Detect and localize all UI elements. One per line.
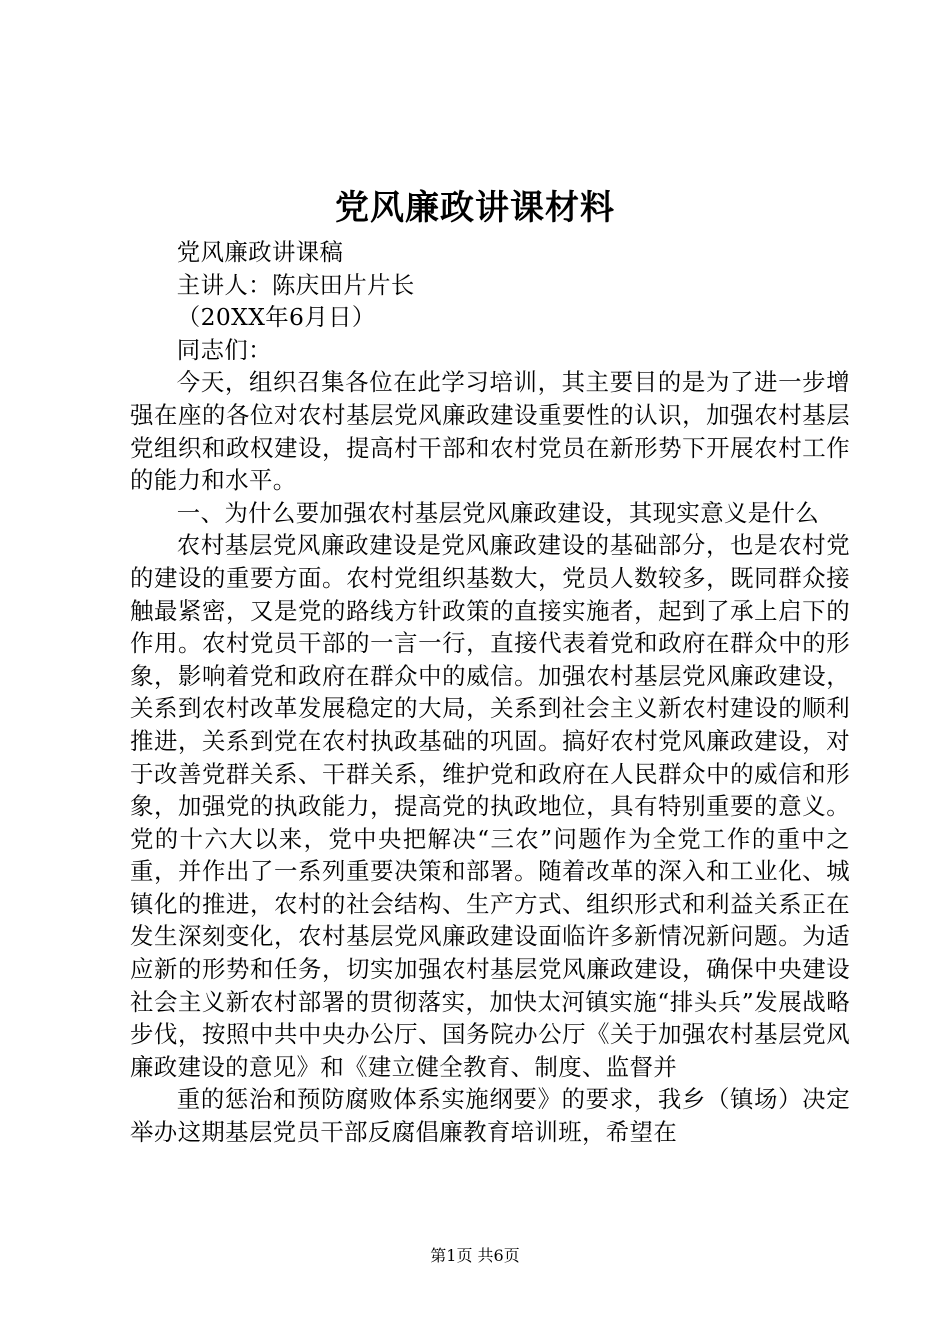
- paragraph-speaker: 主讲人：陈庆田片片长: [176, 270, 415, 299]
- page-footer: 第1页 共6页: [430, 1246, 520, 1265]
- document-body: [130, 236, 850, 1149]
- paragraph-continued: 重的惩治和预防腐败体系实施纲要》的要求，我乡（镇场）决定举办这期基层党员干部反腐倡廉教育培训班，希望在: [130, 1085, 850, 1147]
- section-heading: 一、为什么要加强农村基层党风廉政建设，其现实意义是什么: [176, 498, 820, 527]
- paragraph-main: 农村基层党风廉政建设是党风廉政建设的基础部分，也是农村党的建设的重要方面。农村党组织基数大，党员人数较多，既同群众接触最紧密，又是党的路线方针政策的直接实施者，起到了承上启下的作用。农村党员干部的一言一行，直接代表着党和政府在群众中的形象，影响着党和政府在群众中的威信。加强农村基层党风廉政建设，关系到农村改革发展稳定的大局，关系到社会主义新农村建设的顺利推进，关系到党在农村执政基础的巩固。搞好农村党风廉政建设，对于改善党群关系、干群关系，维护党和政府在人民群众中的威信和形象，加强党的执政能力，提高党的执政地位，具有特别重要的意义。党的十六大以来，党中央把解决“三农”问题作为全党工作的重中之重，并作出了一系列重要决策和部署。随着改革的深入和工业化、城镇化的推进，农村的社会结构、生产方式、组织形式和利益关系正在发生深刻变化，农村基层党风廉政建设面临许多新情况新问题。为适应新的形势和任务，切实加强农村基层党风廉政建设，确保中央建设社会主义新农村部署的贯彻落实，加快太河镇实施“排头兵”发展战略步伐，按照中共中央办公厅、国务院办公厅《关于加强农村基层党风廉政建设的意见》和《建立健全教育、制度、监督并: [130, 531, 850, 1081]
- paragraph-intro: 今天，组织召集各位在此学习培训，其主要目的是为了进一步增强在座的各位对农村基层党风廉政建设重要性的认识，加强农村基层党组织和政权建设，提高村干部和农村党员在新形势下开展农村工作的能力和水平。: [130, 368, 850, 495]
- document-title: 党风廉政讲课材料: [335, 188, 615, 228]
- paragraph-salutation: 同志们：: [176, 335, 272, 364]
- paragraph-date: （20XX年6月日）: [176, 303, 376, 332]
- paragraph-subtitle: 党风廉政讲课稿: [176, 238, 344, 266]
